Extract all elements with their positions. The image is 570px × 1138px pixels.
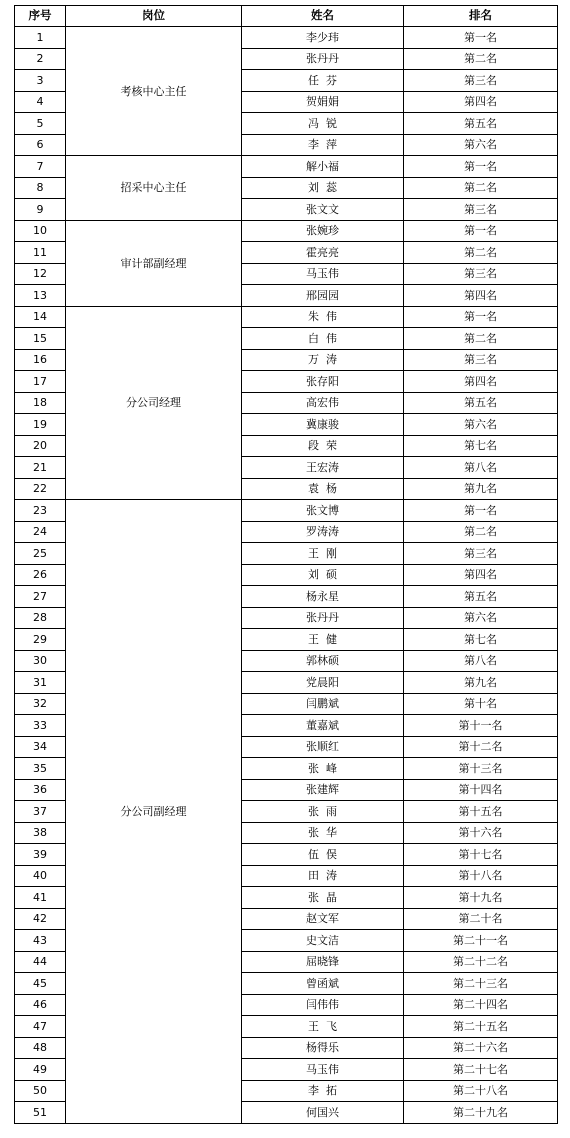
serial-number-cell: 20 — [15, 435, 66, 457]
rank-cell: 第六名 — [404, 414, 558, 436]
serial-number-cell: 12 — [15, 263, 66, 285]
table-row — [15, 306, 558, 328]
rank-cell: 第四名 — [404, 285, 558, 307]
serial-number-cell: 5 — [15, 113, 66, 135]
serial-number-cell: 25 — [15, 543, 66, 565]
name-cell: 曾函斌 — [242, 973, 404, 995]
name-cell: 闫鹏斌 — [242, 693, 404, 715]
serial-number-cell: 44 — [15, 951, 66, 973]
name-cell: 杨永星 — [242, 586, 404, 608]
serial-number-cell: 22 — [15, 478, 66, 500]
serial-number-cell: 47 — [15, 1016, 66, 1038]
name-cell: 张丹丹 — [242, 48, 404, 70]
serial-number-cell: 7 — [15, 156, 66, 178]
name-cell: 闫伟伟 — [242, 994, 404, 1016]
table-row — [15, 156, 558, 178]
serial-number-cell: 33 — [15, 715, 66, 737]
rank-cell: 第二十六名 — [404, 1037, 558, 1059]
rank-cell: 第二十一名 — [404, 930, 558, 952]
rank-cell: 第一名 — [404, 306, 558, 328]
name-cell: 任 芬 — [242, 70, 404, 92]
name-cell: 刘 硕 — [242, 564, 404, 586]
header-serial-number: 序号 — [15, 6, 66, 27]
serial-number-cell: 9 — [15, 199, 66, 221]
serial-number-cell: 4 — [15, 91, 66, 113]
name-cell: 张文博 — [242, 500, 404, 522]
rank-cell: 第三名 — [404, 70, 558, 92]
rank-cell: 第二十名 — [404, 908, 558, 930]
serial-number-cell: 21 — [15, 457, 66, 479]
rank-cell: 第二十八名 — [404, 1080, 558, 1102]
rank-cell: 第二名 — [404, 48, 558, 70]
header-name: 姓名 — [242, 6, 404, 27]
name-cell: 何国兴 — [242, 1102, 404, 1124]
rank-cell: 第二十五名 — [404, 1016, 558, 1038]
rank-cell: 第二十九名 — [404, 1102, 558, 1124]
serial-number-cell: 15 — [15, 328, 66, 350]
serial-number-cell: 3 — [15, 70, 66, 92]
rank-cell: 第十五名 — [404, 801, 558, 823]
name-cell: 冀康骏 — [242, 414, 404, 436]
ranking-table — [14, 5, 558, 1124]
rank-cell: 第十六名 — [404, 822, 558, 844]
name-cell: 张顺红 — [242, 736, 404, 758]
position-cell: 招采中心主任 — [66, 156, 242, 221]
rank-cell: 第十二名 — [404, 736, 558, 758]
position-cell: 审计部副经理 — [66, 220, 242, 306]
serial-number-cell: 35 — [15, 758, 66, 780]
serial-number-cell: 41 — [15, 887, 66, 909]
name-cell: 张存阳 — [242, 371, 404, 393]
table-row — [15, 27, 558, 49]
position-cell: 分公司经理 — [66, 306, 242, 500]
serial-number-cell: 24 — [15, 521, 66, 543]
rank-cell: 第七名 — [404, 629, 558, 651]
serial-number-cell: 26 — [15, 564, 66, 586]
name-cell: 王 刚 — [242, 543, 404, 565]
rank-cell: 第一名 — [404, 27, 558, 49]
rank-cell: 第一名 — [404, 220, 558, 242]
header-position: 岗位 — [66, 6, 242, 27]
name-cell: 刘 蕊 — [242, 177, 404, 199]
rank-cell: 第十名 — [404, 693, 558, 715]
rank-cell: 第四名 — [404, 371, 558, 393]
serial-number-cell: 46 — [15, 994, 66, 1016]
table-row — [15, 500, 558, 522]
rank-cell: 第十九名 — [404, 887, 558, 909]
name-cell: 王 飞 — [242, 1016, 404, 1038]
name-cell: 郭林硕 — [242, 650, 404, 672]
rank-cell: 第三名 — [404, 263, 558, 285]
name-cell: 马玉伟 — [242, 1059, 404, 1081]
serial-number-cell: 1 — [15, 27, 66, 49]
position-cell: 考核中心主任 — [66, 27, 242, 156]
serial-number-cell: 43 — [15, 930, 66, 952]
name-cell: 张丹丹 — [242, 607, 404, 629]
serial-number-cell: 19 — [15, 414, 66, 436]
rank-cell: 第六名 — [404, 607, 558, 629]
rank-cell: 第五名 — [404, 586, 558, 608]
rank-cell: 第九名 — [404, 478, 558, 500]
serial-number-cell: 42 — [15, 908, 66, 930]
serial-number-cell: 14 — [15, 306, 66, 328]
name-cell: 李少玮 — [242, 27, 404, 49]
rank-cell: 第八名 — [404, 457, 558, 479]
rank-cell: 第二十四名 — [404, 994, 558, 1016]
name-cell: 段 荣 — [242, 435, 404, 457]
name-cell: 马玉伟 — [242, 263, 404, 285]
serial-number-cell: 50 — [15, 1080, 66, 1102]
serial-number-cell: 8 — [15, 177, 66, 199]
rank-cell: 第五名 — [404, 113, 558, 135]
name-cell: 罗涛涛 — [242, 521, 404, 543]
serial-number-cell: 48 — [15, 1037, 66, 1059]
header-row — [15, 6, 558, 27]
name-cell: 张 雨 — [242, 801, 404, 823]
serial-number-cell: 31 — [15, 672, 66, 694]
serial-number-cell: 51 — [15, 1102, 66, 1124]
rank-cell: 第十一名 — [404, 715, 558, 737]
name-cell: 屈晓锋 — [242, 951, 404, 973]
table-header — [15, 6, 558, 27]
name-cell: 董嘉斌 — [242, 715, 404, 737]
position-cell: 分公司副经理 — [66, 500, 242, 1124]
name-cell: 李 拓 — [242, 1080, 404, 1102]
name-cell: 党晨阳 — [242, 672, 404, 694]
name-cell: 邢园园 — [242, 285, 404, 307]
name-cell: 万 涛 — [242, 349, 404, 371]
serial-number-cell: 23 — [15, 500, 66, 522]
serial-number-cell: 17 — [15, 371, 66, 393]
serial-number-cell: 32 — [15, 693, 66, 715]
rank-cell: 第二名 — [404, 177, 558, 199]
rank-cell: 第三名 — [404, 543, 558, 565]
serial-number-cell: 37 — [15, 801, 66, 823]
rank-cell: 第九名 — [404, 672, 558, 694]
serial-number-cell: 34 — [15, 736, 66, 758]
rank-cell: 第二名 — [404, 328, 558, 350]
name-cell: 张 华 — [242, 822, 404, 844]
serial-number-cell: 45 — [15, 973, 66, 995]
serial-number-cell: 29 — [15, 629, 66, 651]
name-cell: 朱 伟 — [242, 306, 404, 328]
serial-number-cell: 38 — [15, 822, 66, 844]
rank-cell: 第五名 — [404, 392, 558, 414]
rank-cell: 第十七名 — [404, 844, 558, 866]
name-cell: 李 萍 — [242, 134, 404, 156]
rank-cell: 第二名 — [404, 521, 558, 543]
header-rank: 排名 — [404, 6, 558, 27]
serial-number-cell: 30 — [15, 650, 66, 672]
name-cell: 霍亮亮 — [242, 242, 404, 264]
name-cell: 袁 杨 — [242, 478, 404, 500]
rank-cell: 第二十三名 — [404, 973, 558, 995]
name-cell: 张建辉 — [242, 779, 404, 801]
serial-number-cell: 49 — [15, 1059, 66, 1081]
serial-number-cell: 40 — [15, 865, 66, 887]
rank-cell: 第十八名 — [404, 865, 558, 887]
serial-number-cell: 28 — [15, 607, 66, 629]
rank-cell: 第二十二名 — [404, 951, 558, 973]
name-cell: 王宏涛 — [242, 457, 404, 479]
name-cell: 赵文军 — [242, 908, 404, 930]
serial-number-cell: 11 — [15, 242, 66, 264]
rank-cell: 第二十七名 — [404, 1059, 558, 1081]
name-cell: 杨得乐 — [242, 1037, 404, 1059]
name-cell: 王 健 — [242, 629, 404, 651]
rank-cell: 第三名 — [404, 199, 558, 221]
rank-cell: 第三名 — [404, 349, 558, 371]
name-cell: 张 晶 — [242, 887, 404, 909]
serial-number-cell: 2 — [15, 48, 66, 70]
serial-number-cell: 16 — [15, 349, 66, 371]
rank-cell: 第十四名 — [404, 779, 558, 801]
name-cell: 史文洁 — [242, 930, 404, 952]
name-cell: 解小福 — [242, 156, 404, 178]
table-body — [15, 27, 558, 1124]
rank-cell: 第二名 — [404, 242, 558, 264]
rank-cell: 第七名 — [404, 435, 558, 457]
name-cell: 冯 锐 — [242, 113, 404, 135]
table-row — [15, 220, 558, 242]
rank-cell: 第四名 — [404, 91, 558, 113]
rank-cell: 第八名 — [404, 650, 558, 672]
rank-cell: 第一名 — [404, 500, 558, 522]
serial-number-cell: 27 — [15, 586, 66, 608]
rank-cell: 第六名 — [404, 134, 558, 156]
serial-number-cell: 39 — [15, 844, 66, 866]
rank-cell: 第一名 — [404, 156, 558, 178]
rank-cell: 第十三名 — [404, 758, 558, 780]
serial-number-cell: 10 — [15, 220, 66, 242]
name-cell: 张婉珍 — [242, 220, 404, 242]
name-cell: 张 峰 — [242, 758, 404, 780]
name-cell: 田 涛 — [242, 865, 404, 887]
serial-number-cell: 13 — [15, 285, 66, 307]
serial-number-cell: 18 — [15, 392, 66, 414]
name-cell: 白 伟 — [242, 328, 404, 350]
serial-number-cell: 6 — [15, 134, 66, 156]
name-cell: 张文文 — [242, 199, 404, 221]
serial-number-cell: 36 — [15, 779, 66, 801]
name-cell: 伍 俣 — [242, 844, 404, 866]
name-cell: 高宏伟 — [242, 392, 404, 414]
rank-cell: 第四名 — [404, 564, 558, 586]
name-cell: 贺娟娟 — [242, 91, 404, 113]
